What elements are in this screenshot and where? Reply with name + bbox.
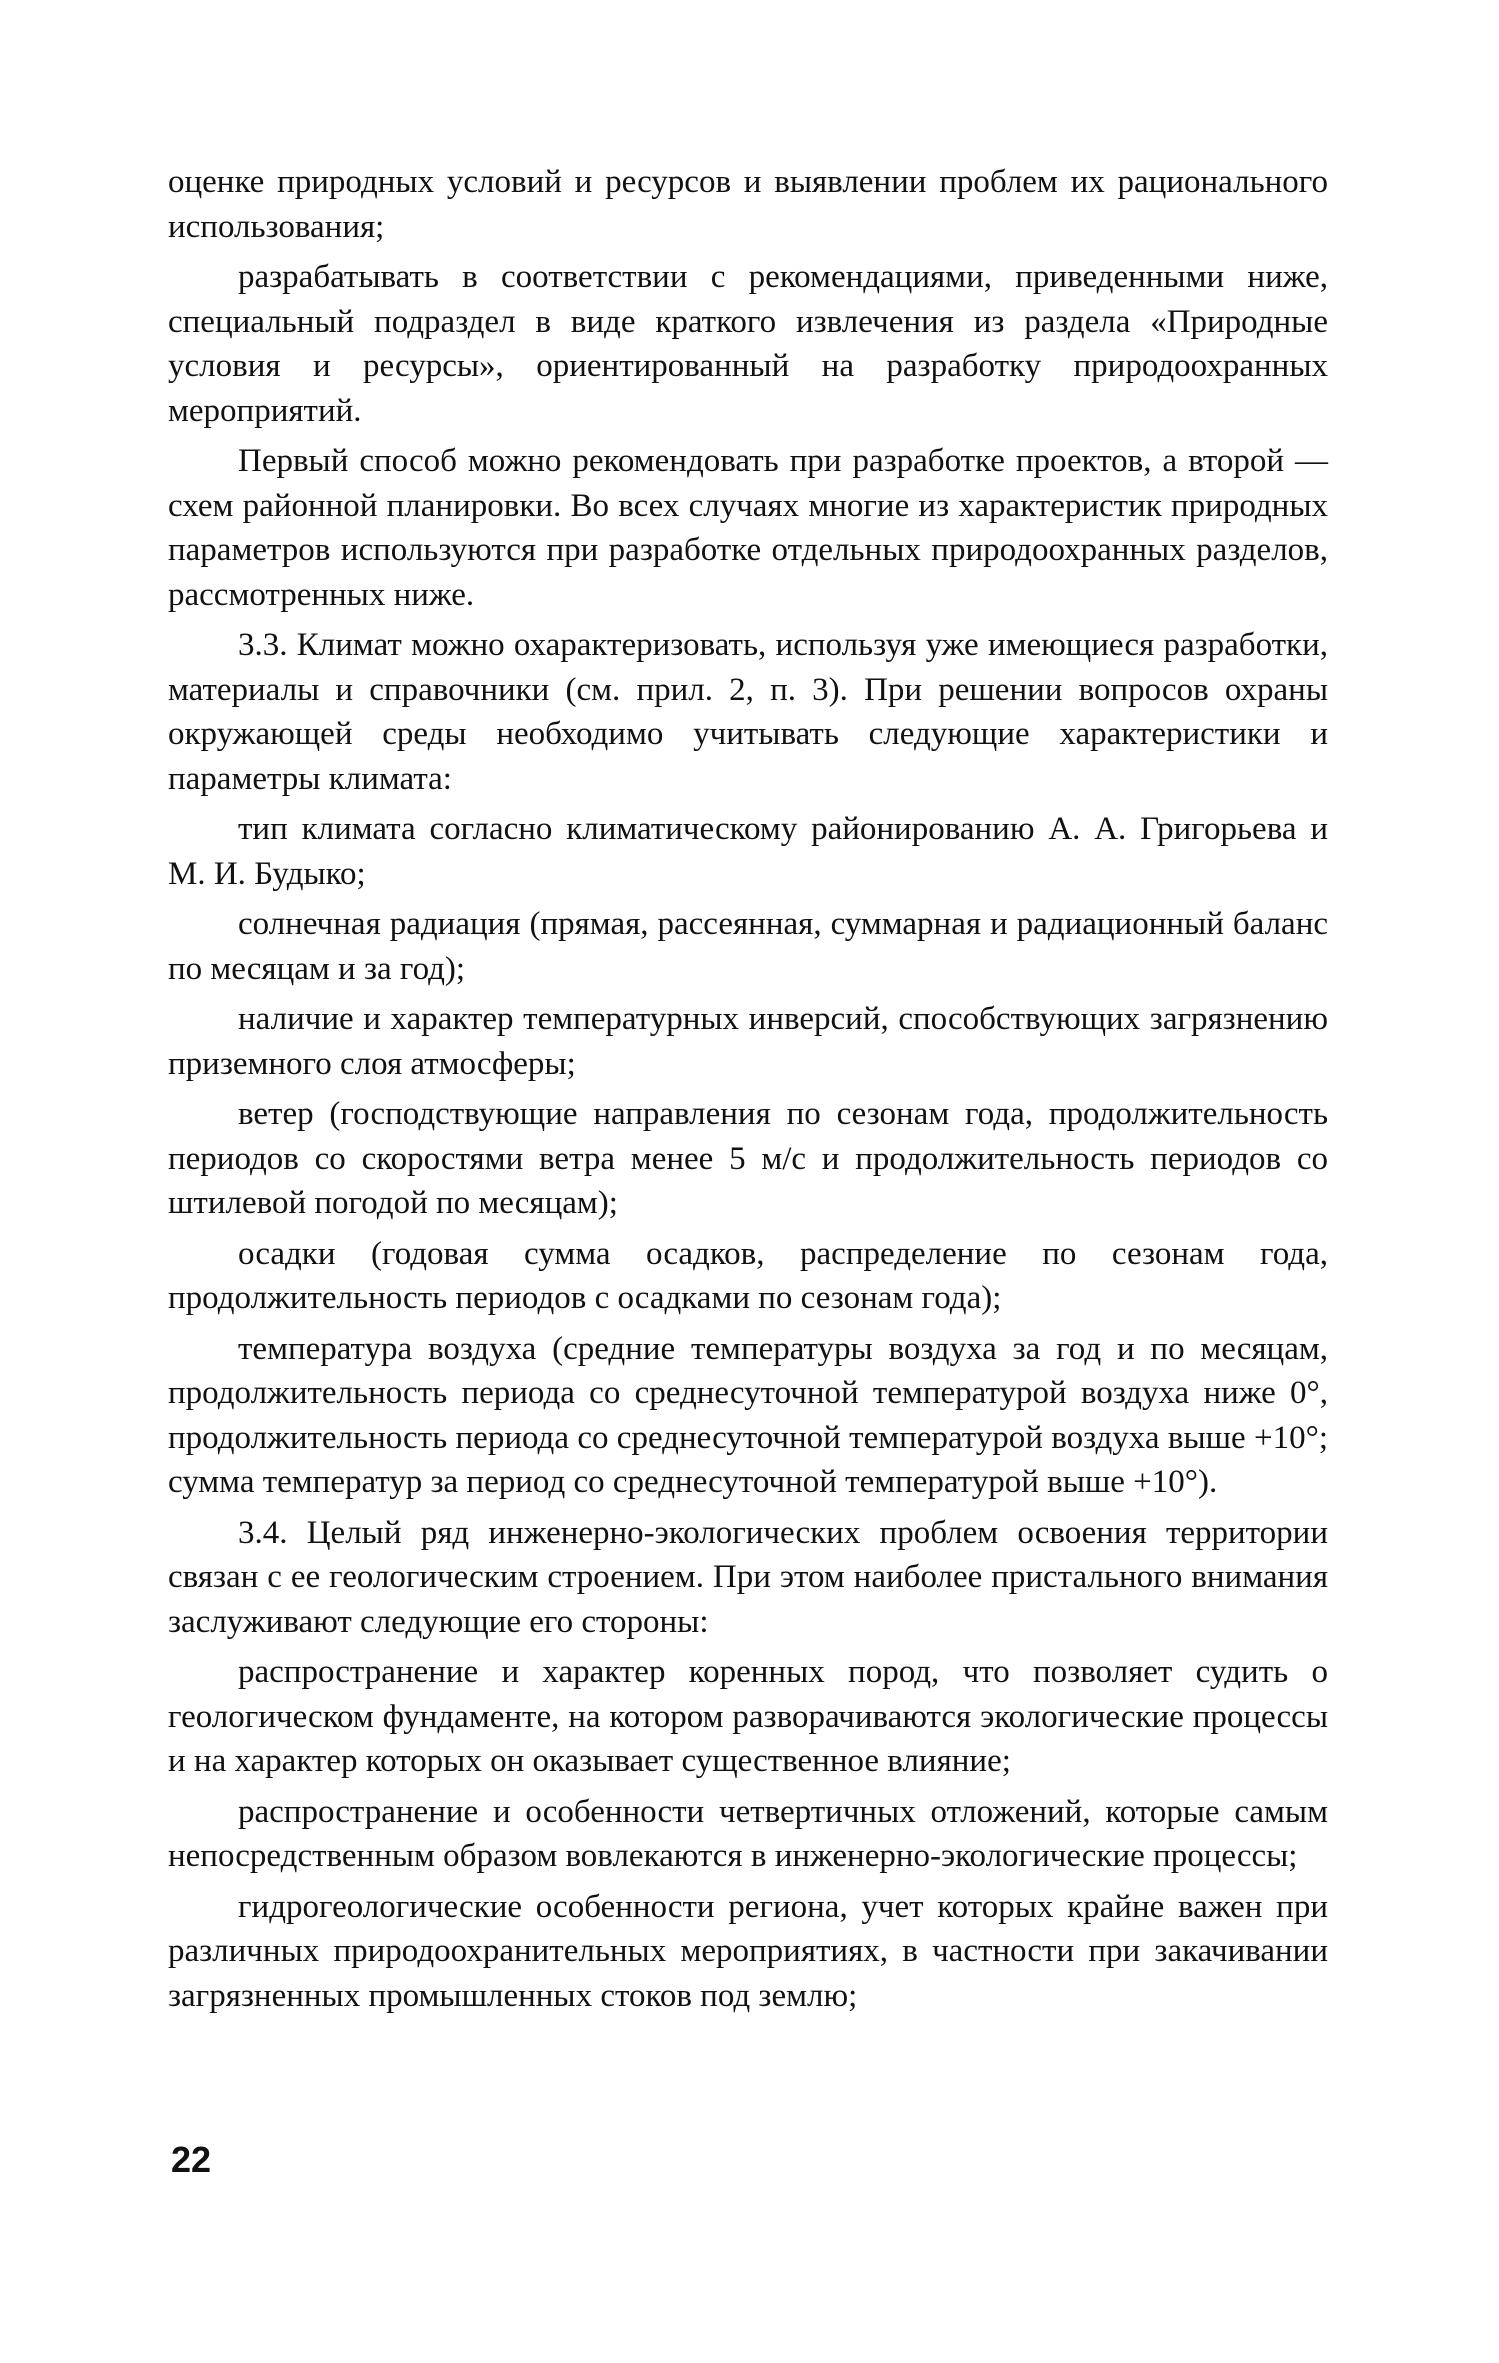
paragraph-11: 3.4. Целый ряд инженерно-экологических проблем освоения территории связан с ее геологическим строением. При этом наиболее пристального внимания заслуживают следующие его стороны: (168, 1514, 1328, 1640)
paragraph-3: Первый способ можно рекомендовать при разработке проектов, а второй — схем районной планировки. Во всех случаях многие из характеристик природных параметров используются при разработке отдельных природоохранных разделов, рассмотренных ниже. (168, 443, 1328, 613)
paragraph-7: наличие и характер температурных инверсий, способствующих загрязнению приземного слоя атмосферы; (168, 1001, 1328, 1082)
paragraph-2: разрабатывать в соответствии с рекомендациями, приведенными ниже, специальный подраздел в виде краткого извлечения из раздела «Природные условия и ресурсы», ориентированный на разработку природоохранных мероприятий. (168, 259, 1328, 429)
paragraph-10: температура воздуха (средние температуры воздуха за год и по месяцам, продолжительность периода со среднесуточной температурой воздуха ниже 0°, продолжительность периода со среднесуточной температурой воздуха выше +10°; сумма температур за период со среднесуточной температурой выше +10°). (168, 1330, 1328, 1500)
paragraph-8: ветер (господствующие направления по сезонам года, продолжительность периодов со скоростями ветра менее 5 м/с и продолжительность периодов со штилевой погодой по месяцам); (168, 1096, 1328, 1221)
paragraph-1: оценке природных условий и ресурсов и выявлении проблем их рационального использования; (168, 164, 1328, 245)
paragraph-4: 3.3. Климат можно охарактеризовать, используя уже имеющиеся разработки, материалы и справочники (см. прил. 2, п. 3). При решении вопросов охраны окружающей среды необходимо учитывать следующие характеристики и параметры климата: (168, 627, 1328, 797)
paragraph-5: тип климата согласно климатическому районированию А. А. Григорьева и М. И. Будыко; (168, 811, 1328, 892)
paragraph-9: осадки (годовая сумма осадков, распределение по сезонам года, продолжительность периодов с осадками по сезонам года); (168, 1235, 1328, 1316)
paragraph-14: гидрогеологические особенности региона, учет которых крайне важен при различных природоохранительных мероприятиях, в частности при закачивании загрязненных промышленных стоков под землю; (168, 1888, 1328, 2014)
page-number: 22 (171, 2139, 212, 2180)
paragraph-6: солнечная радиация (прямая, рассеянная, суммарная и радиационный баланс по месяцам и за год); (168, 906, 1328, 987)
body-text (168, 160, 1328, 2018)
paragraph-13: распространение и особенности четвертичных отложений, которые самым непосредственным образом вовлекаются в инженерно-экологические процессы; (168, 1793, 1328, 1874)
paragraph-12: распространение и характер коренных пород, что позволяет судить о геологическом фундаменте, на котором разворачиваются экологические процессы и на характер которых он оказывает существенное влияние; (168, 1654, 1328, 1779)
